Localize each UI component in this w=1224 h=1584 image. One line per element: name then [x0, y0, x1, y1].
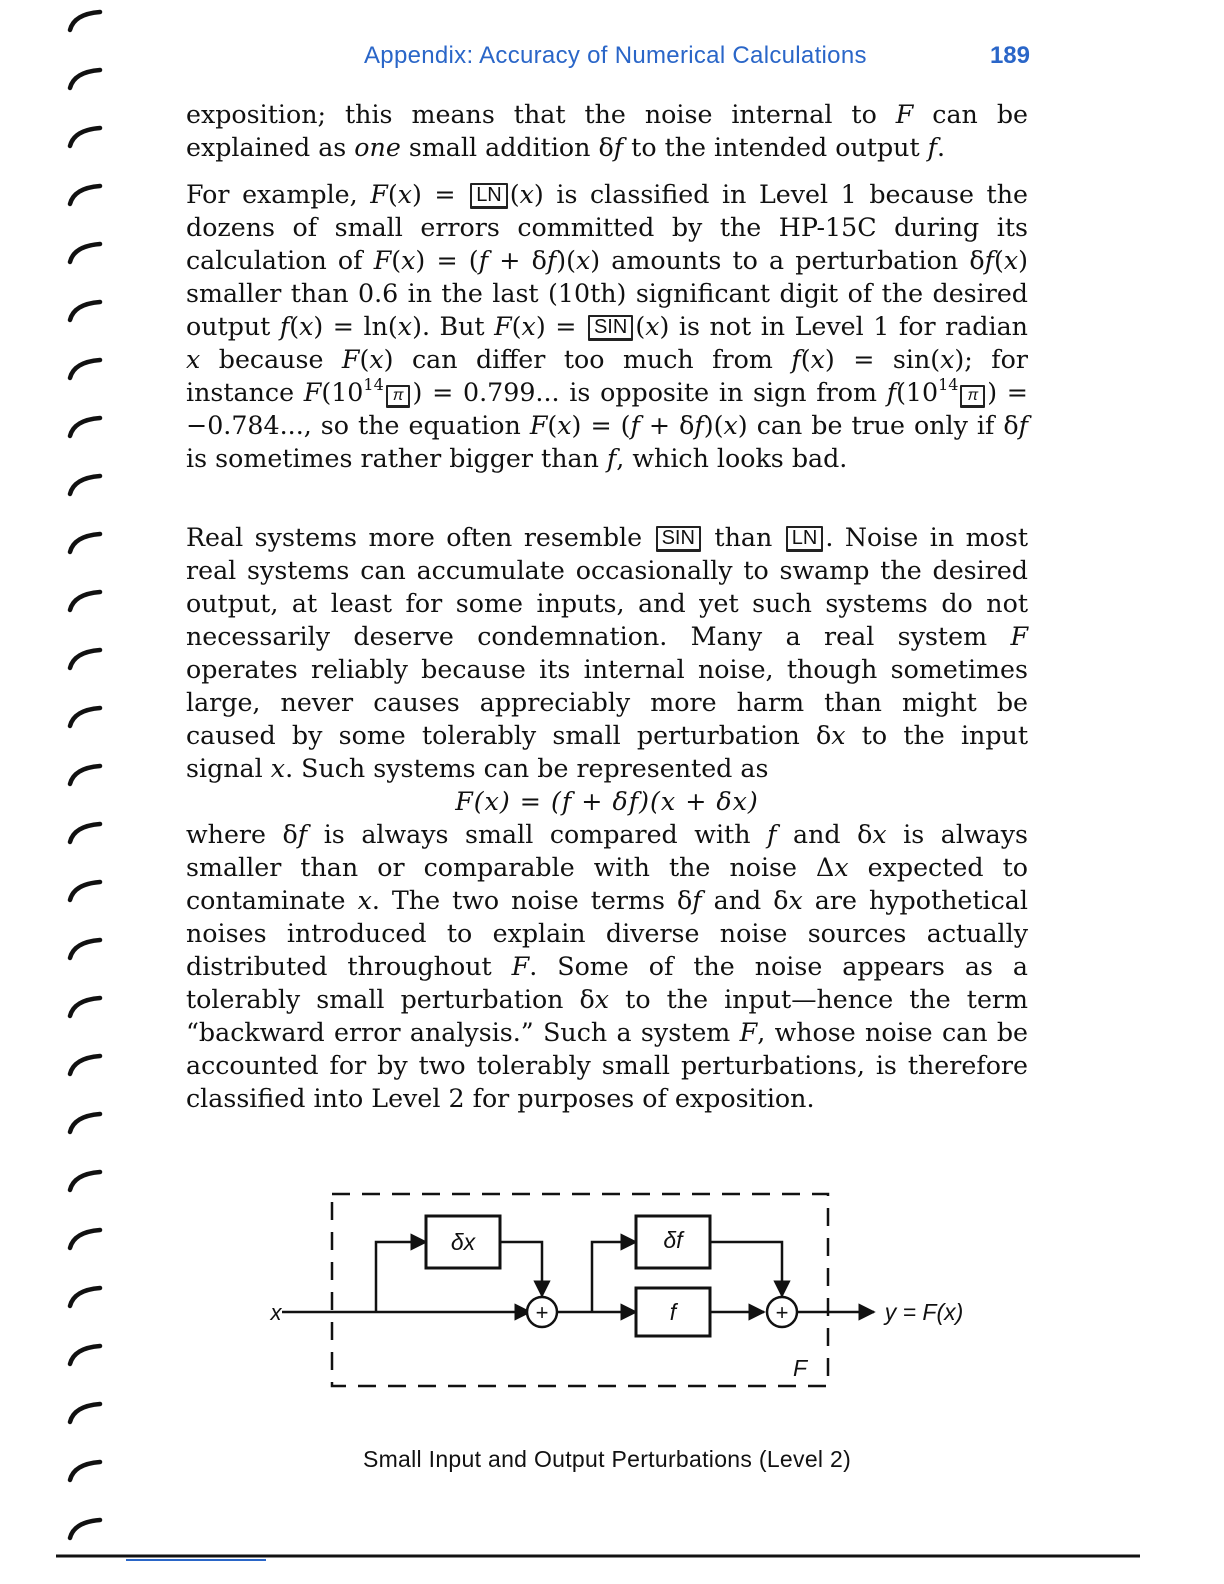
block-diagram [260, 1180, 1000, 1410]
sin-key: SIN [588, 315, 633, 341]
equation: F(x) = (f + δf)(x + δx) [455, 787, 759, 816]
paragraph-2: For example, F(x) = LN (x) is classified in Level 1 because the dozens of small errors committed by the HP-15C during its calculation of F(x) = (f + δf)(x) amounts to a perturbation δf(x) smaller than 0.6 in the last (10th) significant digit of the desired output f(x) = ln(x). But F(x) = SIN (x) is not in Level 1 for radian x because F(x) can differ too much from f(x) = sin(x); for instance $F(10^{14}\pi$ ) = 0.799... is opposite in sign from $f(10^{14}\pi$ ) = −0.784..., so the equation F(x) = (f + δf)(x) can be true only if δf is sometimes rather bigger than f, which looks bad. [186, 180, 1028, 473]
pi-key: π [960, 385, 985, 408]
paragraph-4: where δf is always small compared with f and δx is always smaller than or comparable with the noise Δx expected to contaminate x. The two noise terms δf and δx are hypothetical noises introduced to explain diverse noise sources actually distributed throughout F. Some of the noise appears as a tolerably small perturbation δx to the input—hence the term “backward error analysis.” Such a system F, whose noise can be accounted for by two tolerably small perturbations, is therefore classified into Level 2 for purposes of exposition. [186, 820, 1029, 1113]
input-label: x [270, 1300, 282, 1325]
ln-key: LN [470, 183, 508, 209]
sin-key: SIN [656, 526, 701, 552]
figure-caption: Small Input and Output Perturbations (Level 2) [362, 1446, 852, 1472]
binding-spiral [62, 0, 110, 1584]
sum-2-symbol: + [775, 1300, 789, 1325]
paragraph-1: exposition; this means that the noise internal to F can be explained as one small addition δf to the intended output f. [186, 100, 1028, 162]
page-header [364, 42, 1030, 76]
page-body [186, 98, 1028, 1115]
chapter-title: Appendix: Accuracy of Numerical Calculations [364, 42, 867, 69]
df-label: δf [663, 1227, 683, 1253]
pi-key: π [386, 385, 411, 408]
page-number: 189 [989, 42, 1030, 69]
system-label: F [792, 1355, 808, 1381]
f-label: f [669, 1299, 677, 1325]
ln-key: LN [786, 526, 824, 552]
sum-1-symbol: + [535, 1300, 549, 1325]
output-label: y = F(x) [884, 1299, 964, 1325]
bottom-edge-rule [56, 1552, 1140, 1562]
paragraph-3: Real systems more often resemble SIN than LN . Noise in most real systems can accumulate occasionally to swamp the desired output, at least for some inputs, and yet such systems do not necessarily deserve condemnation. Many a real system F operates reliably because its internal noise, though sometimes large, never causes appreciably more harm than might be caused by some tolerably small perturbation δx to the input signal x. Such systems can be represented as [186, 523, 1029, 783]
dx-label: δx [450, 1229, 476, 1255]
system-boundary [332, 1194, 828, 1386]
